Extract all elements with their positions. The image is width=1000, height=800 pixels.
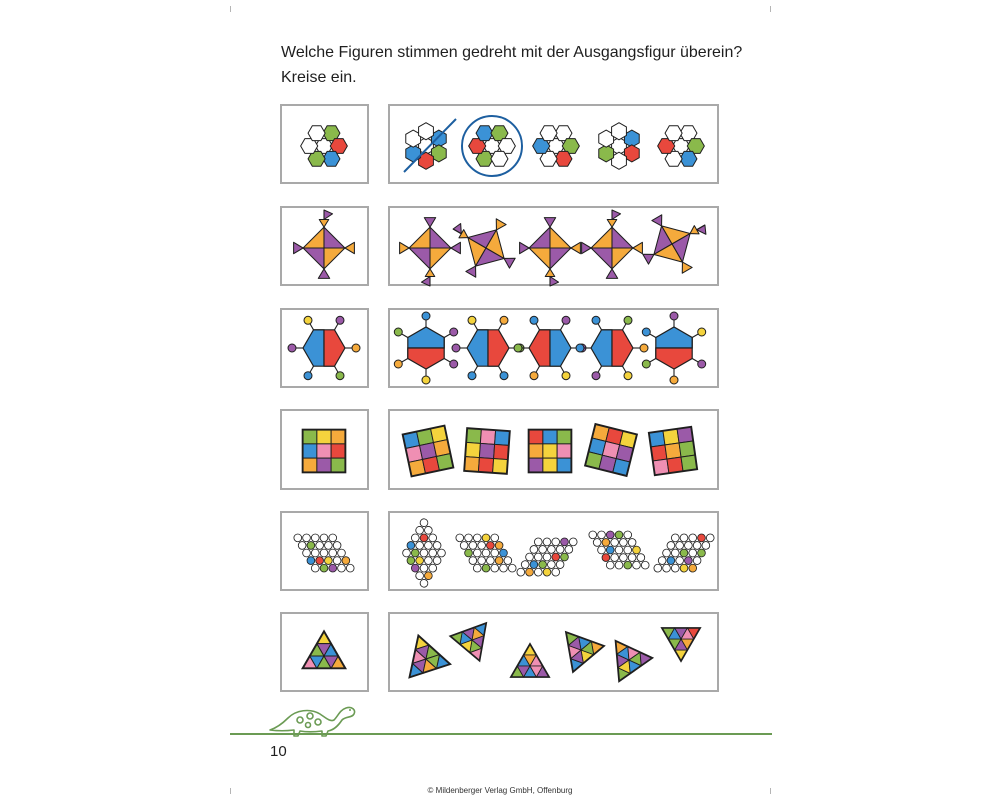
rhombus-circle (478, 542, 486, 550)
colored-dot (670, 376, 678, 384)
rhombus-circle (460, 542, 468, 550)
triangle-mosaic (303, 631, 346, 668)
triangle-mosaic-option-2[interactable] (450, 623, 497, 667)
triangle-piece (324, 227, 345, 248)
colored-dot (530, 316, 538, 324)
triangle-mosaic-option-4[interactable] (554, 632, 604, 679)
triangle-piece (697, 225, 710, 237)
triangle-piece (425, 269, 435, 277)
triangle-bird-option-5[interactable] (630, 199, 720, 286)
triangle-piece (294, 242, 304, 253)
instruction-line-1: Welche Figuren stimmen gedreht mit der Ausgangsfigur überein? (281, 44, 743, 61)
page-number: 10 (270, 743, 287, 760)
triangle-piece (591, 248, 612, 269)
triangle-mosaic-option-5[interactable] (599, 629, 652, 681)
rhombus-circle (611, 554, 619, 562)
grid-cell (529, 458, 543, 472)
triangle-bird-option-2[interactable] (438, 203, 528, 290)
rhombus-circle (346, 564, 354, 572)
circle-rhombus (294, 534, 354, 572)
rhombus-circle (482, 564, 490, 572)
triangle-piece (319, 220, 329, 228)
hexagon-flower-reference (282, 106, 371, 186)
rhombus-circle (624, 531, 632, 539)
rhombus-circle (298, 542, 306, 550)
rhombus-circle (500, 564, 508, 572)
triangle-bird (294, 210, 355, 278)
rhombus-circle (333, 557, 341, 565)
rhombus-circle (602, 554, 610, 562)
reference-box-circle-rhombus (280, 511, 369, 591)
options-box-triangle-bird (388, 206, 719, 286)
hexagon-flower (301, 126, 348, 166)
triangle-bird-option-1[interactable] (400, 218, 461, 286)
color-grid-option-2[interactable] (464, 428, 510, 474)
rhombus-circle (508, 564, 516, 572)
colored-dot (576, 344, 584, 352)
triangle-mosaic-reference (282, 614, 371, 694)
rhombus-circle (325, 542, 333, 550)
circle-rhombus-options (390, 513, 721, 593)
hexagon-dots-reference (282, 310, 371, 390)
colored-dot (450, 360, 458, 368)
rhombus-circle (598, 531, 606, 539)
options-box-circle-rhombus (388, 511, 719, 591)
colored-dot (336, 372, 344, 380)
grid-cell (529, 430, 543, 444)
colored-dot (642, 328, 650, 336)
rhombus-circle (311, 564, 319, 572)
rhombus-circle (478, 557, 486, 565)
grid-cell (465, 442, 480, 457)
grid-cell (317, 430, 331, 444)
hexagon-dots-option-3[interactable] (514, 316, 586, 379)
rhombus-circle (633, 546, 641, 554)
colored-dot (698, 360, 706, 368)
triangle-piece (324, 210, 333, 220)
grid-cell (303, 430, 317, 444)
rhombus-circle (307, 557, 315, 565)
triangle-piece (612, 227, 633, 248)
color-grid-option-1[interactable] (403, 426, 454, 477)
rhombus-circle (495, 542, 503, 550)
rhombus-circle (311, 534, 319, 542)
colored-dot (640, 344, 648, 352)
hexagon-dots-option-5[interactable] (642, 312, 705, 384)
options-box-color-grid (388, 409, 719, 490)
hexagon-flower-options (390, 106, 721, 186)
rhombus-circle (482, 534, 490, 542)
rhombus-circle (606, 546, 614, 554)
triangle-mosaic-options (390, 614, 721, 694)
triangle-piece (607, 220, 617, 228)
rhombus-circle (473, 549, 481, 557)
options-box-hexagon-dots (388, 308, 719, 388)
rhombus-circle (342, 557, 350, 565)
triangle-piece (324, 248, 345, 269)
colored-dot (592, 372, 600, 380)
rhombus-circle (320, 549, 328, 557)
dino-spot (306, 723, 311, 728)
copyright-notice: © Mildenberger Verlag GmbH, Offenburg (427, 786, 573, 795)
rhombus-circle (504, 557, 512, 565)
colored-dot (468, 372, 476, 380)
rhombus-circle (624, 561, 632, 569)
grid-cell (493, 459, 508, 474)
colored-dot (394, 360, 402, 368)
rhombus-circle (316, 557, 324, 565)
triangle-piece (529, 248, 550, 269)
dino-eye (349, 709, 351, 711)
triangle-mosaic-option-1[interactable] (398, 629, 450, 677)
colored-dot (352, 344, 360, 352)
grid-cell (464, 457, 479, 472)
triangle-piece (571, 242, 581, 253)
grid-cell (317, 444, 331, 458)
triangle-piece (545, 269, 555, 277)
rhombus-circle (338, 549, 346, 557)
colored-dot (422, 312, 430, 320)
rhombus-circle (628, 554, 636, 562)
colored-dot (452, 344, 460, 352)
hexagon-flower-option-5[interactable] (658, 126, 705, 166)
color-grid-options (390, 411, 721, 492)
reference-box-hexagon-dots (280, 308, 369, 388)
hexagon-dots-option-1[interactable] (394, 312, 457, 384)
triangle-piece (303, 248, 324, 269)
colored-dot (288, 344, 296, 352)
rhombus-circle (598, 546, 606, 554)
colored-dot (624, 372, 632, 380)
hexagon-flower-option-1[interactable] (396, 117, 457, 175)
hexagon-cell (665, 126, 682, 141)
rhombus-circle (320, 534, 328, 542)
hexagon-dots-option-2[interactable] (452, 316, 524, 379)
triangle-piece (633, 242, 643, 253)
grid-cell (303, 444, 317, 458)
grid-cell (331, 444, 345, 458)
hexagon-flower-option-4[interactable] (589, 117, 650, 175)
triangle-piece (345, 242, 355, 253)
grid-cell (466, 428, 481, 443)
options-box-triangle-mosaic (388, 612, 719, 692)
rhombus-circle (311, 549, 319, 557)
rhombus-circle (487, 542, 495, 550)
color-grid-option-5[interactable] (649, 427, 697, 475)
crop-mark (230, 6, 231, 12)
rhombus-circle (620, 554, 628, 562)
triangle-piece (529, 227, 550, 248)
color-grid-reference (282, 411, 371, 492)
rhombus-circle (482, 549, 490, 557)
reference-box-hexagon-flower (280, 104, 369, 184)
rhombus-circle (500, 549, 508, 557)
grid-cell (543, 458, 557, 472)
colored-dot (422, 376, 430, 384)
rhombus-circle (473, 534, 481, 542)
triangle-piece (318, 269, 329, 279)
hexagon-cell (308, 126, 325, 141)
hexagon-with-dots (288, 316, 360, 379)
colored-dot (530, 372, 538, 380)
triangle-piece (409, 248, 430, 269)
triangle-bird-reference (282, 208, 371, 288)
rhombus-circle (469, 557, 477, 565)
colored-dot (670, 312, 678, 320)
grid-cell (557, 444, 571, 458)
grid-cell (317, 458, 331, 472)
triangle-bird-options (390, 208, 721, 288)
triangle-piece (303, 227, 324, 248)
rhombus-circle (338, 564, 346, 572)
triangle-piece (400, 242, 410, 253)
colored-dot (698, 328, 706, 336)
grid-cell (665, 443, 681, 459)
rhombus-circle (641, 561, 649, 569)
instruction-line-2: Kreise ein. (281, 69, 357, 86)
grid-cell (480, 429, 495, 444)
rhombus-circle (593, 539, 601, 547)
colored-dot (500, 316, 508, 324)
grid-cell (331, 430, 345, 444)
circle-rhombus-reference (282, 513, 371, 593)
grid-cell (479, 443, 494, 458)
hexagon-flower-option-3[interactable] (533, 126, 580, 166)
rhombus-circle (611, 539, 619, 547)
colored-dot (304, 372, 312, 380)
rhombus-circle (602, 539, 610, 547)
colored-dot (624, 316, 632, 324)
triangle-piece (451, 242, 461, 253)
triangle-piece (612, 248, 633, 269)
rhombus-circle (456, 534, 464, 542)
rhombus-circle (606, 561, 614, 569)
options-box-hexagon-flower (388, 104, 719, 184)
hexagon-cell (540, 126, 557, 141)
grid-cell (543, 444, 557, 458)
triangle-piece (612, 210, 621, 220)
reference-box-triangle-mosaic (280, 612, 369, 692)
colored-dot (394, 328, 402, 336)
dino-spot (315, 719, 321, 725)
circle-rhombus-option-4[interactable] (589, 531, 649, 569)
rhombus-circle (615, 546, 623, 554)
rhombus-circle (615, 531, 623, 539)
triangle-piece (409, 227, 430, 248)
triangle-piece (582, 242, 592, 253)
rhombus-circle (316, 542, 324, 550)
triangle-piece (544, 218, 555, 228)
rhombus-circle (303, 549, 311, 557)
rhombus-circle (633, 561, 641, 569)
triangle-piece (606, 269, 617, 279)
triangle-piece (550, 227, 571, 248)
rhombus-circle (329, 549, 337, 557)
circle-rhombus-option-3[interactable] (516, 521, 579, 592)
rhombus-circle (465, 549, 473, 557)
grid-cell (529, 444, 543, 458)
rhombus-circle (615, 561, 623, 569)
colored-dot (500, 372, 508, 380)
circle-rhombus-option-5[interactable] (653, 517, 716, 588)
rhombus-circle (465, 534, 473, 542)
reference-box-color-grid (280, 409, 369, 490)
circle-rhombus-option-2[interactable] (456, 534, 516, 572)
rhombus-circle (303, 534, 311, 542)
rhombus-circle (628, 539, 636, 547)
grid-cell (495, 430, 510, 445)
grid-cell (557, 458, 571, 472)
triangle-piece (591, 227, 612, 248)
rhombus-circle (473, 564, 481, 572)
hexagon-dots-options (390, 310, 721, 390)
dino-body (270, 707, 355, 736)
triangle-piece (550, 248, 571, 269)
dino-spot (297, 717, 303, 723)
dino-spot (307, 713, 313, 719)
rhombus-circle (624, 546, 632, 554)
rhombus-circle (495, 557, 503, 565)
rhombus-circle (329, 534, 337, 542)
hexagon-flower-option-2[interactable] (469, 126, 516, 166)
rhombus-circle (487, 557, 495, 565)
triangle-piece (430, 227, 451, 248)
triangle-bird-option-4[interactable] (582, 210, 643, 278)
rhombus-circle (589, 531, 597, 539)
reference-box-triangle-bird (280, 206, 369, 286)
colored-dot (450, 328, 458, 336)
color-grid-option-4[interactable] (585, 424, 637, 476)
rhombus-circle (294, 534, 302, 542)
triangle-piece (520, 242, 530, 253)
color-grid-option-3[interactable] (529, 430, 572, 473)
rhombus-circle (491, 549, 499, 557)
rhombus-circle (606, 531, 614, 539)
grid-cell (478, 458, 493, 473)
rhombus-circle (307, 542, 315, 550)
colored-dot (468, 316, 476, 324)
grid-cell (494, 444, 509, 459)
rhombus-circle (491, 534, 499, 542)
colored-dot (562, 316, 570, 324)
ground-line (230, 733, 772, 735)
crop-mark (770, 6, 771, 12)
triangle-piece (424, 218, 435, 228)
grid-cell (331, 458, 345, 472)
colored-dot (336, 316, 344, 324)
colored-dot (642, 360, 650, 368)
colored-dot (592, 316, 600, 324)
color-grid (303, 430, 346, 473)
triangle-piece (430, 248, 451, 269)
circle-rhombus-option-1[interactable] (393, 517, 456, 588)
rhombus-circle (329, 564, 337, 572)
rhombus-circle (333, 542, 341, 550)
rhombus-circle (320, 564, 328, 572)
triangle-mosaic-option-6[interactable] (662, 628, 700, 661)
triangle-piece (550, 277, 559, 287)
triangle-mosaic-option-3[interactable] (511, 644, 549, 677)
hexagon-dots-option-4[interactable] (576, 316, 648, 379)
rhombus-circle (620, 539, 628, 547)
hexagon-cell (491, 151, 508, 166)
triangle-piece (421, 277, 430, 287)
rhombus-circle (469, 542, 477, 550)
rhombus-circle (491, 564, 499, 572)
grid-cell (557, 430, 571, 444)
colored-dot (514, 344, 522, 352)
colored-dot (562, 372, 570, 380)
triangle-bird-option-3[interactable] (520, 218, 581, 286)
grid-cell (303, 458, 317, 472)
colored-dot (304, 316, 312, 324)
grid-cell (543, 430, 557, 444)
rhombus-circle (637, 554, 645, 562)
rhombus-circle (325, 557, 333, 565)
